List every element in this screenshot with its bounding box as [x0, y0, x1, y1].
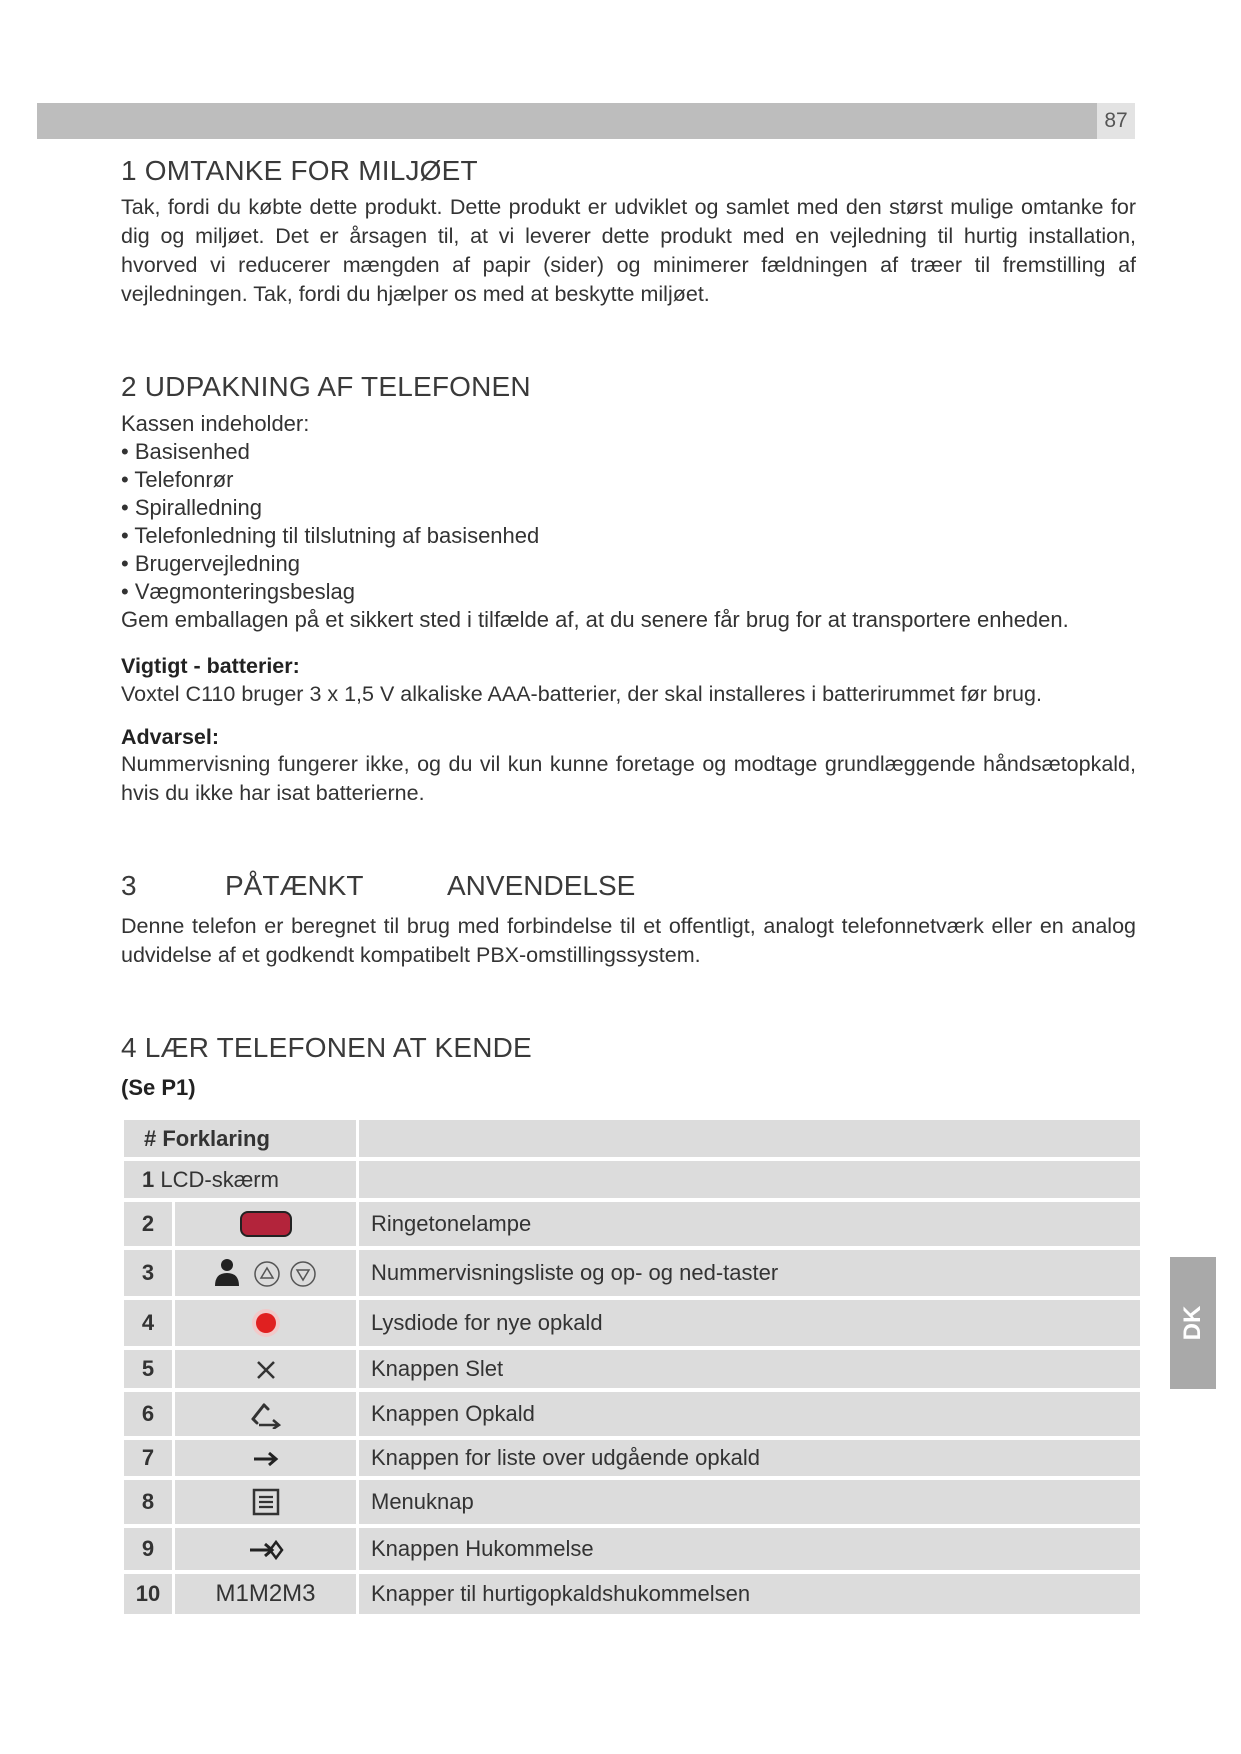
list-item: • Basisenhed [121, 438, 1069, 466]
list-item: • Telefonledning til tilslutning af basisenhed [121, 522, 1069, 550]
row-number: 9 [124, 1528, 172, 1570]
language-tab-label: DK [1179, 1305, 1206, 1341]
row-text: Knapper til hurtigopkaldshukommelsen [359, 1574, 1140, 1614]
table-row [124, 1161, 1140, 1198]
row-text: Lysdiode for nye opkald [359, 1300, 1140, 1346]
table-row [124, 1392, 1140, 1436]
arrow-right-icon [175, 1440, 356, 1476]
section3-heading-number: 3 [121, 870, 137, 901]
table-header-empty [359, 1120, 1140, 1157]
row-number: 8 [124, 1480, 172, 1524]
language-tab [1170, 1257, 1216, 1389]
row-number: 10 [124, 1574, 172, 1614]
table-row [124, 1440, 1140, 1476]
contents-intro: Kassen indeholder: [121, 411, 310, 436]
menu-icon [175, 1480, 356, 1524]
section3-heading-word1: PÅTÆNKT [225, 870, 364, 901]
row-text: Menuknap [359, 1480, 1140, 1524]
table-row [124, 1350, 1140, 1388]
section3-body: Denne telefon er beregnet til brug med forbindelse til et offentligt, analogt telefonnetværk eller en analog udvidelse af et godkendt kompatibelt PBX-omstillingssystem. [121, 914, 1136, 967]
red-lamp-icon [175, 1202, 356, 1246]
warning-text: Nummervisning fungerer ikke, og du vil kun kunne foretage og modtage grundlæggende håndsætopkald, hvis du ikke har isat batterierne. [121, 752, 1136, 805]
table-row [124, 1574, 1140, 1614]
row-number: 6 [124, 1392, 172, 1436]
table-cell-empty [359, 1161, 1140, 1198]
table-header-cell: # Forklaring [124, 1120, 356, 1157]
section1-heading: 1 OMTANKE FOR MILJØET [121, 155, 478, 186]
legend-table [121, 1116, 1143, 1618]
row-number: 7 [124, 1440, 172, 1476]
section2-heading: 2 UDPAKNING AF TELEFONEN [121, 371, 531, 402]
row-number: 4 [124, 1300, 172, 1346]
table-row [124, 1528, 1140, 1570]
table-row [124, 1250, 1140, 1296]
memory-keys-label: M1M2M3 [175, 1574, 356, 1614]
row-text: Nummervisningsliste og op- og ned-taster [359, 1250, 1140, 1296]
row-number: 3 [124, 1250, 172, 1296]
table-row [124, 1480, 1140, 1524]
section3-heading-word2: ANVENDELSE [447, 870, 636, 901]
table-row [124, 1202, 1140, 1246]
section4-heading: 4 LÆR TELEFONEN AT KENDE [121, 1032, 532, 1063]
contents-outro: Gem emballagen på et sikkert sted i tilfælde af, at du senere får brug for at transportere enheden. [121, 607, 1069, 632]
table-header-row [124, 1120, 1140, 1157]
red-led-icon [175, 1300, 356, 1346]
row-number: 1 [142, 1166, 155, 1192]
list-item: • Telefonrør [121, 466, 1069, 494]
header-bar [37, 103, 1135, 139]
section1-body: Tak, fordi du købte dette produkt. Dette produkt er udviklet og samlet med den størst mulige omtanke for dig og miljøet. Det er årsagen til, at vi leverer dette produkt med en vejledning til hurtig installation, hvorved vi reducerer mængden af papir (sider) og minimerer fældningen af træer til fremstilling af vejledningen. Tak, fordi du hjælper os med at beskytte miljøet. [121, 195, 1136, 306]
row-number: 5 [124, 1350, 172, 1388]
row-text: Ringetonelampe [359, 1202, 1140, 1246]
delete-x-icon [175, 1350, 356, 1388]
important-text: Voxtel C110 bruger 3 x 1,5 V alkaliske AAA-batterier, der skal installeres i batterirummet før brug. [121, 682, 1042, 706]
row-text: Knappen Hukommelse [359, 1528, 1140, 1570]
warning-label: Advarsel: [121, 725, 219, 749]
table-row [124, 1300, 1140, 1346]
section2-contents [121, 410, 1069, 634]
row-text: LCD-skærm [160, 1166, 279, 1192]
page-number: 87 [1097, 103, 1135, 139]
row-text: Knappen Slet [359, 1350, 1140, 1388]
row-text: Knappen for liste over udgående opkald [359, 1440, 1140, 1476]
list-item: • Brugervejledning [121, 550, 1069, 578]
section4-subheading: (Se P1) [121, 1075, 196, 1100]
list-item: • Vægmonteringsbeslag [121, 578, 1069, 606]
important-label: Vigtigt - batterier: [121, 654, 300, 678]
list-item: • Spiralledning [121, 494, 1069, 522]
dial-arrow-icon [175, 1392, 356, 1436]
row-number: 2 [124, 1202, 172, 1246]
row-text: Knappen Opkald [359, 1392, 1140, 1436]
memory-arrow-icon [175, 1528, 356, 1570]
person-up-down-icon [175, 1250, 356, 1296]
contents-list [121, 438, 1069, 606]
table-row-lcd [124, 1161, 356, 1198]
